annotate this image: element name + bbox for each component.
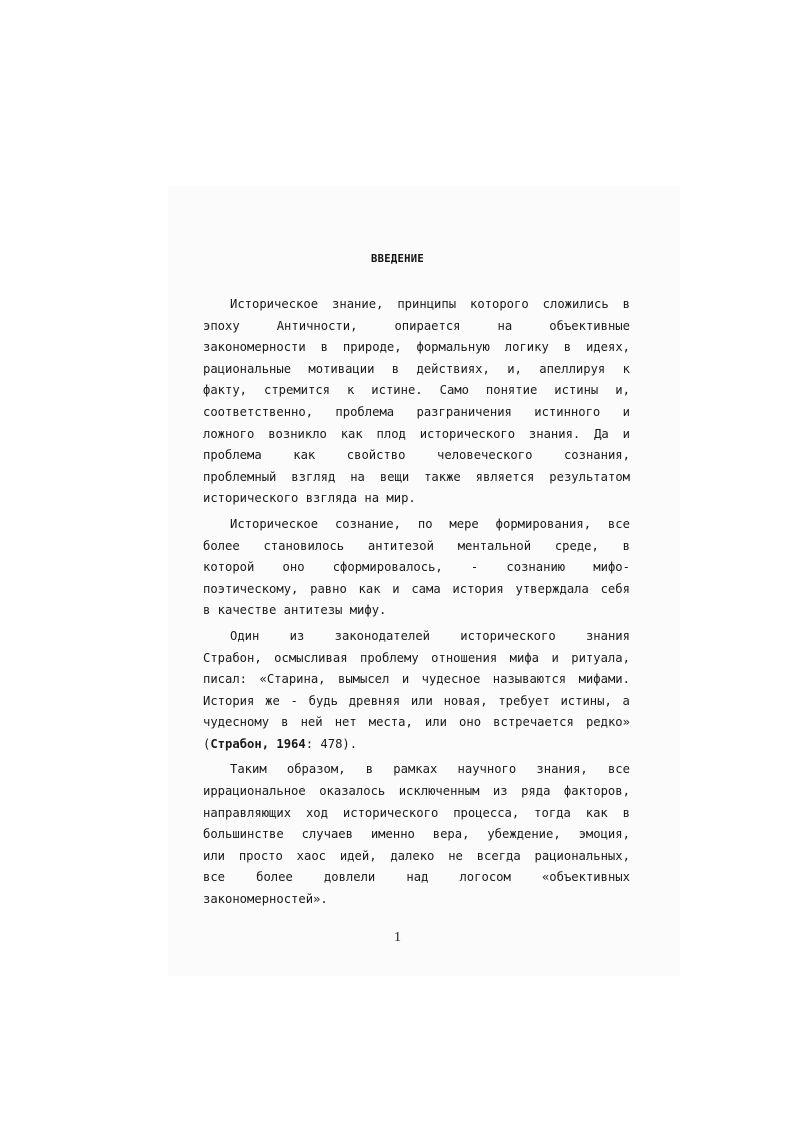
text-line: эпоху Античности, опирается на объективные — [203, 318, 630, 333]
text-line: все более довлели над логосом «объективных — [203, 870, 630, 885]
text-line: соответственно, проблема разграничения истинного и — [203, 404, 630, 419]
text-line: факту, стремится к истине. Само понятие истины и, — [203, 383, 630, 398]
text-line: исторического взгляда на мир. — [203, 491, 416, 506]
citation-page: : 478). — [305, 736, 358, 751]
citation-line — [203, 734, 630, 756]
text-line: чудесному в ней нет места, или оно встречается редко» — [203, 715, 630, 730]
text-line: направляющих ход исторического процесса, тогда как в — [203, 805, 630, 820]
paragraph — [203, 294, 630, 510]
paragraph — [203, 514, 630, 622]
text-line: закономерности в природе, формальную логику в идеях, — [203, 340, 630, 355]
page-number: 1 — [394, 930, 401, 945]
text-line: большинстве случаев именно вера, убеждение, эмоция, — [203, 827, 630, 842]
text-line: ложного возникло как плод исторического знания. Да и — [203, 426, 630, 441]
text-line: поэтическому, равно как и сама история утверждала себя — [203, 581, 630, 596]
text-line: рациональные мотивации в действиях, и, апеллируя к — [203, 361, 630, 376]
paragraph — [203, 759, 630, 910]
document-body — [203, 294, 630, 911]
text-line: Один из законодателей исторического знания — [230, 628, 630, 643]
text-line: писал: «Старина, вымысел и чудесное называются мифами. — [203, 672, 630, 687]
text-line: или просто хаос идей, далеко не всегда рациональных, — [203, 848, 630, 863]
text-line: Историческое сознание, по мере формирования, все — [230, 516, 630, 531]
text-line: проблема как свойство человеческого сознания, — [203, 448, 630, 463]
text-line: закономерностей». — [203, 892, 328, 907]
text-line: которой оно сформировалось, - сознанию мифо- — [203, 560, 630, 575]
page-title: ВВЕДЕНИЕ — [371, 253, 424, 265]
text-line: Страбон, осмысливая проблему отношения мифа и ритуала, — [203, 650, 630, 665]
text-line: иррациональное оказалось исключенным из ряда факторов, — [203, 784, 630, 799]
text-line: История же - будь древняя или новая, требует истины, а — [203, 693, 630, 708]
text-line: более становилось антитезой ментальной среде, в — [203, 538, 630, 553]
text-line: проблемный взгляд на вещи также является результатом — [203, 469, 630, 484]
citation-open: ( — [203, 736, 211, 751]
text-line: Историческое знание, принципы которого сложились в — [230, 297, 630, 311]
citation-source: Страбон, 1964 — [210, 736, 306, 751]
paragraph — [203, 626, 630, 756]
text-line: Таким образом, в рамках научного знания, все — [230, 762, 630, 777]
text-line: в качестве антитезы мифу. — [203, 603, 387, 618]
